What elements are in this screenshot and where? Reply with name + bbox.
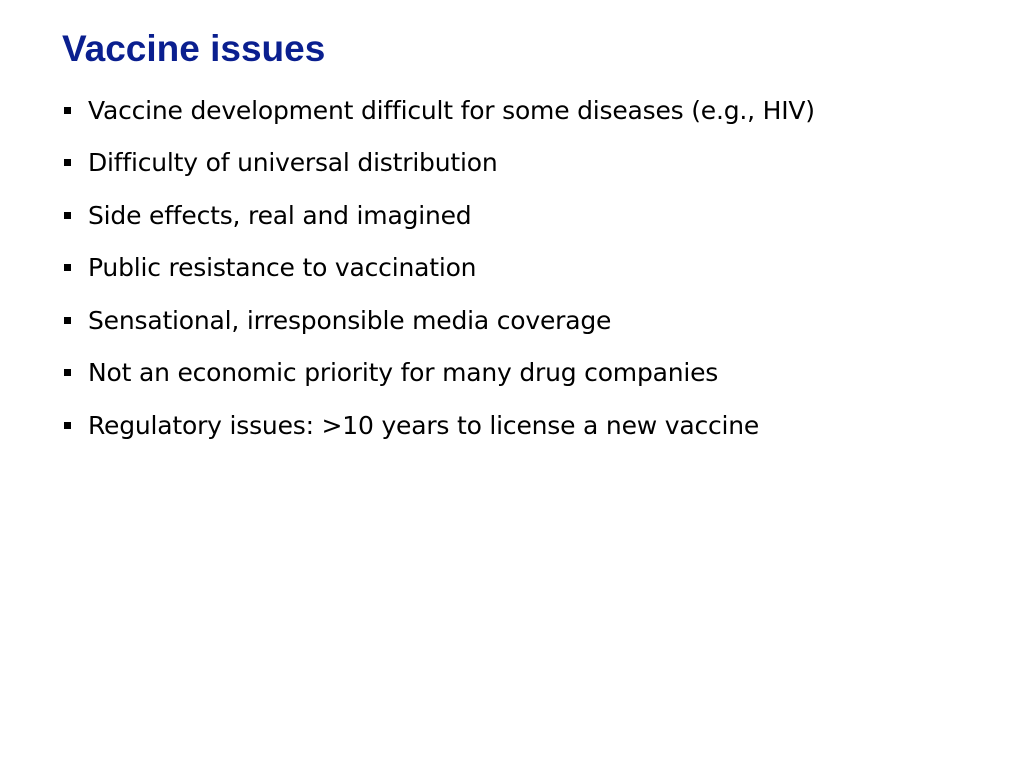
bullet-item xyxy=(62,137,815,190)
square-bullet-icon xyxy=(64,317,71,324)
slide-title: Vaccine issues xyxy=(62,28,326,69)
square-bullet-icon xyxy=(64,264,71,271)
bullet-text: Side effects, real and imagined xyxy=(88,200,472,230)
bullet-list xyxy=(62,84,815,452)
bullet-item xyxy=(62,242,815,295)
bullet-item xyxy=(62,399,815,452)
bullet-text: Public resistance to vaccination xyxy=(88,253,477,283)
bullet-item xyxy=(62,347,815,400)
bullet-text: Difficulty of universal distribution xyxy=(88,148,498,178)
square-bullet-icon xyxy=(64,107,71,114)
bullet-text: Regulatory issues: >10 years to license a new vaccine xyxy=(88,410,760,440)
bullet-item xyxy=(62,189,815,242)
square-bullet-icon xyxy=(64,159,71,166)
square-bullet-icon xyxy=(64,212,71,219)
square-bullet-icon xyxy=(64,422,71,429)
bullet-text: Sensational, irresponsible media coverage xyxy=(88,305,612,335)
bullet-text: Vaccine development difficult for some diseases (e.g., HIV) xyxy=(88,95,815,125)
bullet-item xyxy=(62,84,815,137)
square-bullet-icon xyxy=(64,369,71,376)
bullet-item xyxy=(62,294,815,347)
bullet-text: Not an economic priority for many drug companies xyxy=(88,358,719,388)
